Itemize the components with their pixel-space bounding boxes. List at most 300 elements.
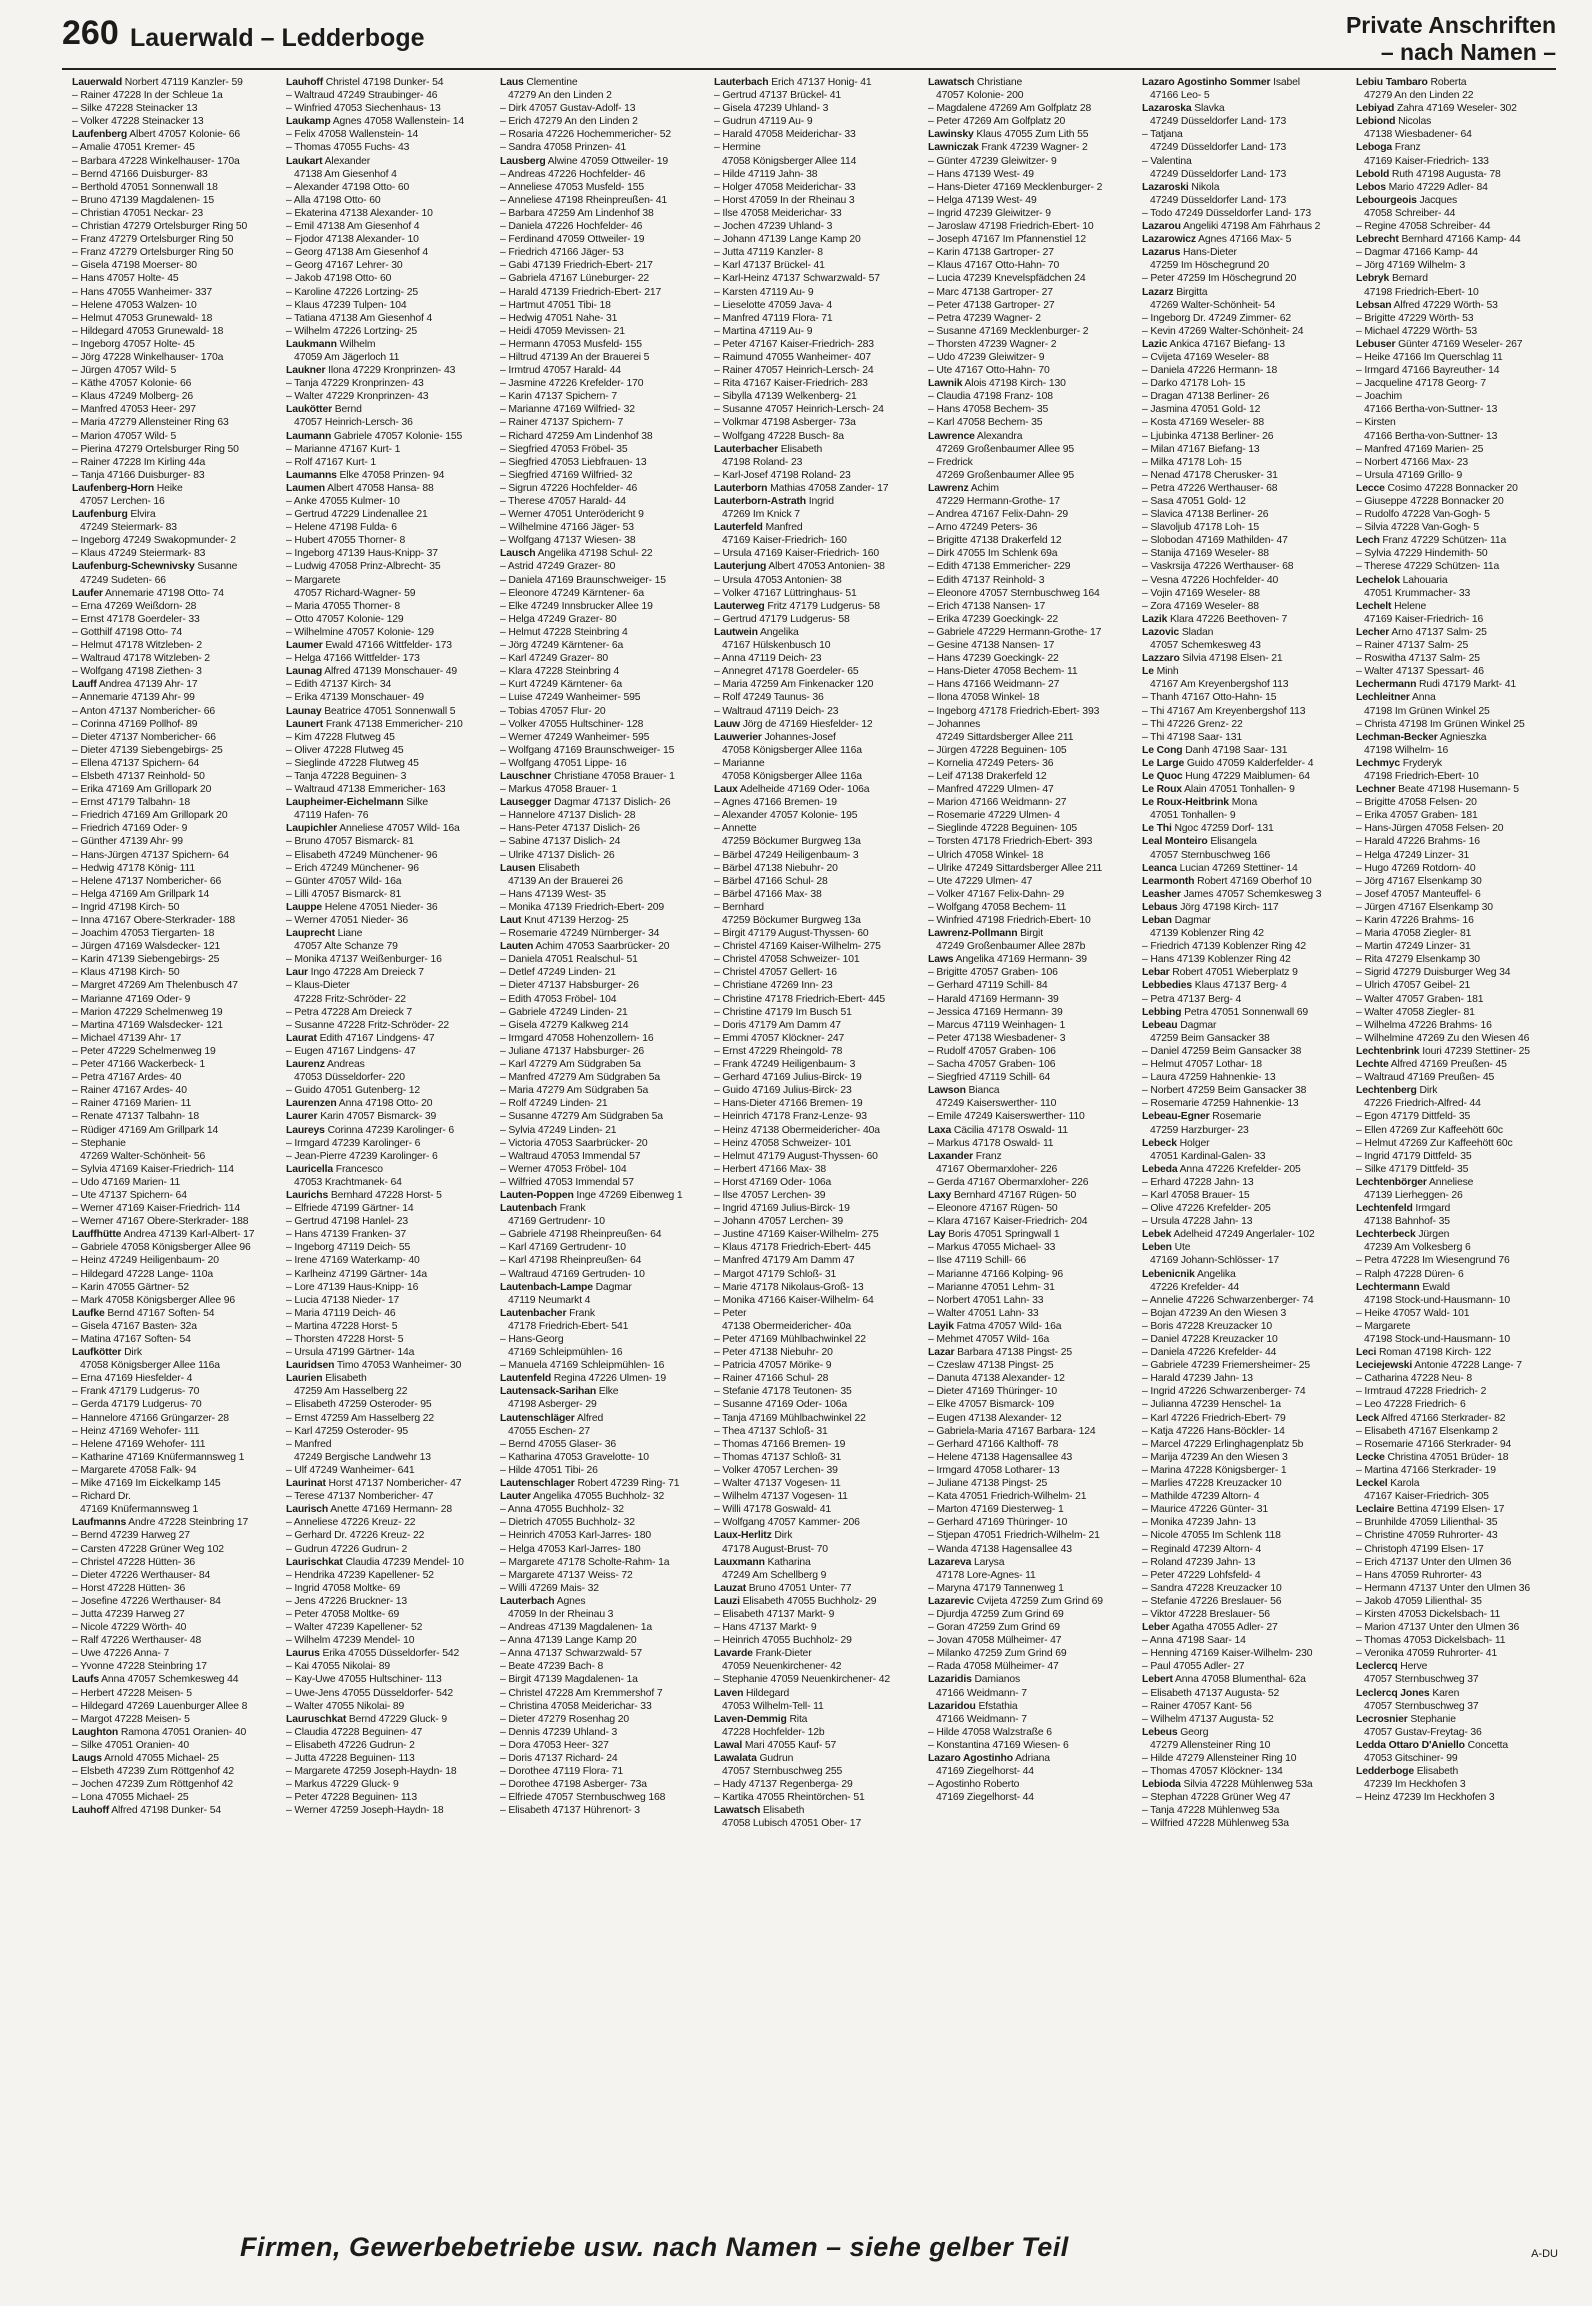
listing-entry [714, 796, 918, 809]
surname-entry [1356, 102, 1560, 115]
listing-entry [1356, 979, 1560, 992]
entry-details: – Marc 47138 Gartroper- 27 [928, 286, 1053, 298]
listing-entry [286, 1150, 490, 1163]
listing-entry [1142, 1569, 1346, 1582]
entry-details: – Thi 47198 Saar- 131 [1142, 731, 1243, 743]
listing-entry [72, 652, 276, 665]
listing-entry [928, 822, 1132, 835]
entry-details: – Monika 47239 Jahn- 13 [1142, 1517, 1256, 1529]
entry-details: Franz [975, 1150, 1002, 1162]
entry-details: Karen [1432, 1687, 1460, 1699]
listing-entry [72, 1543, 276, 1556]
listing-entry [286, 770, 490, 783]
listing-entry [714, 1398, 918, 1411]
entry-details: – Hans-Jürgen 47137 Spichern- 64 [72, 849, 229, 861]
entry-details: Christiane [976, 77, 1023, 88]
surname-entry [714, 1556, 918, 1569]
listing-entry [928, 1647, 1132, 1660]
listing-entry [1142, 1412, 1346, 1425]
entry-details: – Helene 47138 Hagensallee 43 [928, 1451, 1073, 1463]
surname-entry [286, 718, 490, 731]
entry-details: – Norbert 47259 Beim Gansacker 38 [1142, 1085, 1307, 1097]
listing-entry [714, 207, 918, 220]
entry-details: – Daniela 47226 Krefelder- 44 [1142, 1347, 1277, 1359]
listing-entry [714, 1490, 918, 1503]
surname: Lebenicnik [1142, 1268, 1195, 1280]
surname: Layik [928, 1320, 954, 1332]
entry-details: 47169 Kaiser-Friedrich- 133 [1364, 155, 1489, 167]
entry-details: – Brigitte 47057 Graben- 106 [928, 967, 1058, 979]
entry-details: – Maria 47279 Am Südgraben 5a [500, 1085, 649, 1097]
entry-details: 47057 Sternbuschweg 166 [1150, 849, 1271, 861]
entry-details: Rosemarie [1212, 1111, 1262, 1123]
entry-details: Mona [1231, 797, 1258, 809]
listing-entry [928, 849, 1132, 862]
listing-entry [928, 1097, 1132, 1110]
listing-entry [286, 534, 490, 547]
entry-details: – Karl 47198 Rheinpreußen- 64 [500, 1255, 642, 1267]
listing-entry [500, 312, 704, 325]
entry-details: – Susanne 47279 Am Südgraben 5a [500, 1111, 663, 1123]
surname: Lauerwald [72, 77, 123, 88]
entry-details: – Helmut 47057 Lothar- 18 [1142, 1059, 1262, 1071]
surname-entry [1142, 246, 1346, 259]
entry-details: – Jutta 47239 Harweg 27 [72, 1608, 185, 1620]
entry-details: – Karin 47055 Gärtner- 52 [72, 1281, 189, 1293]
listing-entry [286, 1346, 490, 1359]
surname-entry [286, 430, 490, 443]
entry-details: – Uwe 47226 Anna- 7 [72, 1648, 170, 1660]
entry-details: – Tanja 47166 Duisburger- 83 [72, 469, 205, 481]
entry-details: – Monika 47166 Kaiser-Wilhelm- 64 [714, 1294, 874, 1306]
entry-details: – Richard Dr. [72, 1491, 131, 1503]
listing-entry [1356, 888, 1560, 901]
entry-details: – Berthold 47051 Sonnenwall 18 [72, 181, 218, 193]
surname: Lawrenz [928, 482, 969, 494]
surname-entry [72, 1673, 276, 1686]
listing-entry [928, 1176, 1132, 1189]
surname-entry [72, 128, 276, 141]
entry-details: – Tatjana [1142, 129, 1183, 141]
entry-details: – Margarete 47137 Weiss- 72 [500, 1569, 633, 1581]
surname: Leclercq [1356, 1661, 1398, 1673]
listing-entry [500, 574, 704, 587]
entry-details: – Elke 47249 Innsbrucker Allee 19 [500, 600, 653, 612]
listing-entry [72, 246, 276, 259]
listing-entry [286, 678, 490, 691]
entry-details: – Volker 47057 Lerchen- 39 [714, 1464, 838, 1476]
entry-details: – Peter 47138 Wiesbadener- 3 [928, 1032, 1066, 1044]
entry-details: – Stephan 47228 Grüner Weg 47 [1142, 1792, 1291, 1804]
listing-entry [1142, 207, 1346, 220]
entry-details: 47167 Am Kreyenbergshof 113 [1150, 679, 1289, 691]
listing-entry [714, 1228, 918, 1241]
surname: Lauterfeld [714, 522, 763, 534]
entry-details: – Karsten 47119 Au- 9 [714, 286, 814, 298]
listing-entry [500, 1241, 704, 1254]
listing-entry [72, 1006, 276, 1019]
listing-entry [928, 1569, 1132, 1582]
listing-entry [500, 495, 704, 508]
listing-entry [500, 1713, 704, 1726]
surname-entry [1356, 1503, 1560, 1516]
listing-entry [286, 1673, 490, 1686]
surname-entry [1142, 914, 1346, 927]
entry-details: – Ursula 47199 Gärtner- 14a [286, 1347, 415, 1359]
surname: Lauhoff [286, 77, 324, 88]
listing-entry [928, 783, 1132, 796]
listing-entry [500, 966, 704, 979]
listing-entry [72, 1713, 276, 1726]
listing-entry [928, 862, 1132, 875]
surname-entry [1142, 888, 1346, 901]
listing-entry [72, 181, 276, 194]
listing-entry [1356, 1398, 1560, 1411]
entry-details: – Margot 47179 Schloß- 31 [714, 1268, 837, 1280]
entry-details: Karola [1390, 1478, 1420, 1490]
listing-entry [500, 1804, 704, 1817]
surname-entry [1142, 875, 1346, 888]
listing-entry [928, 901, 1132, 914]
entry-details: – Rita 47279 Elsenkamp 30 [1356, 954, 1480, 966]
listing-entry [500, 168, 704, 181]
listing-entry [500, 1647, 704, 1660]
listing-entry [72, 1451, 276, 1464]
surname: Laus [500, 77, 524, 88]
listing-entry [714, 351, 918, 364]
listing-entry [72, 233, 276, 246]
entry-details: – Anneliese 47053 Musfeld- 155 [500, 181, 644, 193]
surname: Laurenz [286, 1059, 325, 1071]
listing-entry [1142, 482, 1346, 495]
entry-details: 47269 Im Knick 7 [722, 509, 800, 521]
listing-entry [928, 1739, 1132, 1752]
surname-entry [500, 1202, 704, 1215]
entry-details: – Gabriele 47198 Rheinpreußen- 64 [500, 1229, 662, 1241]
entry-details: – Klaus 47167 Otto-Hahn- 70 [928, 260, 1060, 272]
listing-entry [72, 1359, 276, 1372]
listing-entry [714, 1425, 918, 1438]
entry-details: – Annette [714, 823, 757, 835]
listing-entry [500, 1687, 704, 1700]
entry-details: – Walter 47058 Ziegler- 81 [1356, 1006, 1475, 1018]
entry-details: – Juliane 47138 Pingst- 25 [928, 1478, 1048, 1490]
surname-entry [286, 901, 490, 914]
listing-entry [286, 888, 490, 901]
listing-entry [1356, 312, 1560, 325]
listing-entry [72, 1582, 276, 1595]
surname: Le Thi [1142, 823, 1172, 835]
listing-entry [500, 1294, 704, 1307]
entry-details: – Dieter 47137 Nombericher- 66 [72, 731, 216, 743]
listing-entry [72, 822, 276, 835]
entry-details: – Sigrun 47226 Hochfelder- 46 [500, 482, 638, 494]
entry-details: – Corinna 47169 Pollhof- 89 [72, 718, 198, 730]
entry-details: – Martina 47228 Horst- 5 [286, 1320, 398, 1332]
entry-details: 47053 Gitschiner- 99 [1364, 1753, 1458, 1764]
entry-details: 47279 Allensteiner Ring 10 [1150, 1739, 1271, 1751]
listing-columns [72, 76, 1560, 2224]
surname: Lausegger [500, 797, 552, 809]
listing-entry [1142, 849, 1346, 862]
listing-entry [1356, 1621, 1560, 1634]
surname-entry [1142, 1621, 1346, 1634]
listing-entry [714, 155, 918, 168]
surname-entry [500, 1307, 704, 1320]
listing-entry [928, 1398, 1132, 1411]
listing-entry [714, 953, 918, 966]
entry-details: – Werner 47167 Obere-Sterkrader- 188 [72, 1216, 249, 1228]
listing-entry [1356, 875, 1560, 888]
entry-details: – Gabriela-Maria 47167 Barbara- 124 [928, 1425, 1096, 1437]
entry-details: – Marianne 47166 Kolping- 96 [928, 1268, 1064, 1280]
listing-entry [928, 1608, 1132, 1621]
entry-details: – Ralf 47226 Werthauser- 48 [72, 1635, 202, 1647]
listing-entry [928, 220, 1132, 233]
entry-details: Ute [1174, 1242, 1191, 1254]
entry-details: – Hannelore 47166 Grüngarzer- 28 [72, 1412, 229, 1424]
listing-entry [928, 299, 1132, 312]
listing-entry [714, 1660, 918, 1673]
listing-entry [1356, 1582, 1560, 1595]
entry-details: Herve [1400, 1661, 1428, 1673]
listing-entry [928, 1045, 1132, 1058]
entry-details: Elisabeth [538, 862, 580, 874]
entry-details: 47053 Wilhelm-Tell- 11 [722, 1700, 824, 1712]
listing-entry [286, 1451, 490, 1464]
entry-details: – Waltraud 47053 Immendal 57 [500, 1150, 641, 1162]
entry-details: – Richard 47259 Am Lindenhof 38 [500, 430, 653, 442]
surname: Laukmann [286, 338, 337, 350]
surname: Lazarevic [928, 1595, 975, 1607]
surname: Lebiu Tambaro [1356, 77, 1428, 88]
listing-entry [1356, 403, 1560, 416]
entry-details: – Leif 47138 Drakerfeld 12 [928, 770, 1047, 782]
listing-entry [500, 1320, 704, 1333]
listing-entry [1142, 1045, 1346, 1058]
entry-details: 47138 Wiesbadener- 64 [1364, 129, 1472, 141]
entry-details: 47051 Kardinal-Galen- 33 [1150, 1150, 1266, 1162]
entry-details: Alfred 47139 Monschauer- 49 [324, 666, 458, 678]
entry-details: – Christine 47059 Ruhrorter- 43 [1356, 1530, 1498, 1542]
entry-details: – Annemarie 47139 Ahr- 99 [72, 692, 195, 704]
entry-details: 47058 Königsberger Allee 116a [80, 1360, 220, 1372]
listing-entry [72, 364, 276, 377]
listing-entry [714, 914, 918, 927]
entry-details: – Heinz 47239 Im Heckhofen 3 [1356, 1792, 1495, 1804]
listing-entry [72, 1019, 276, 1032]
listing-entry [500, 482, 704, 495]
entry-details: – Gudrun 47226 Gudrun- 2 [286, 1543, 408, 1555]
listing-entry [1142, 1084, 1346, 1097]
listing-entry [928, 665, 1132, 678]
listing-entry [1356, 207, 1560, 220]
entry-details: Knut 47139 Herzog- 25 [524, 915, 629, 926]
entry-details: – Karoline 47226 Lortzing- 25 [286, 286, 418, 298]
surname: Lauterborn-Astrath [714, 496, 806, 507]
listing-entry [72, 1294, 276, 1307]
surname: Lebeau [1142, 1019, 1178, 1031]
surname-entry [1356, 626, 1560, 639]
listing-entry [500, 115, 704, 128]
entry-details: Beate 47198 Husemann- 5 [1398, 784, 1519, 796]
entry-details: – Therese 47229 Schützen- 11a [1356, 561, 1500, 573]
listing-entry [500, 299, 704, 312]
entry-details: 47167 Hülskenbusch 10 [722, 640, 831, 652]
listing-entry [928, 835, 1132, 848]
listing-entry [928, 757, 1132, 770]
surname-entry [714, 1713, 918, 1726]
listing-entry [286, 1490, 490, 1503]
listing-entry [500, 521, 704, 534]
listing-entry [286, 141, 490, 154]
listing-entry [286, 940, 490, 953]
entry-details: – Bernd 47055 Glaser- 36 [500, 1438, 616, 1450]
surname: Laurinat [286, 1478, 326, 1490]
listing-entry [286, 613, 490, 626]
entry-details: Jörg 47198 Kirch- 117 [1180, 901, 1279, 913]
listing-entry [1142, 1752, 1346, 1765]
listing-entry [72, 1791, 276, 1804]
listing-entry [500, 1215, 704, 1228]
listing-entry [1356, 1006, 1560, 1019]
entry-details: 47119 Neumarkt 4 [508, 1294, 591, 1306]
surname: Laukner [286, 365, 326, 377]
listing-entry [1356, 1529, 1560, 1542]
entry-details: – Marcus 47119 Weinhagen- 1 [928, 1019, 1066, 1031]
surname-entry [72, 678, 276, 691]
entry-details: – Gertrud 47137 Brückel- 41 [714, 90, 842, 102]
entry-details: – Klaus 47198 Kirch- 50 [72, 967, 180, 979]
entry-details: – Roswitha 47137 Salm- 25 [1356, 653, 1480, 665]
entry-details: Francesco [335, 1163, 383, 1175]
listing-entry [1356, 587, 1560, 600]
surname: Lautenbach-Lampe [500, 1281, 593, 1293]
entry-details: – Ingeborg 47139 Haus-Knipp- 37 [286, 548, 438, 560]
listing-entry [928, 194, 1132, 207]
entry-details: – Lona 47055 Michael- 25 [72, 1792, 189, 1804]
entry-details: Christiane 47058 Brauer- 1 [553, 770, 675, 782]
listing-entry [72, 1503, 276, 1516]
surname-entry [1142, 1006, 1346, 1019]
surname-entry [714, 1687, 918, 1700]
listing-entry [1142, 495, 1346, 508]
surname-entry [1356, 691, 1560, 704]
entry-details: – Dragan 47138 Berliner- 26 [1142, 391, 1270, 403]
listing-entry [500, 1752, 704, 1765]
surname-entry [1356, 338, 1560, 351]
surname: Lautenbacher [500, 1307, 567, 1319]
listing-entry [714, 1438, 918, 1451]
entry-details: Agatha 47055 Adler- 27 [1171, 1622, 1278, 1634]
listing-entry [286, 979, 490, 992]
entry-details: – Raimund 47055 Wanheimer- 407 [714, 351, 871, 363]
entry-details: 47229 Hermann-Grothe- 17 [936, 496, 1061, 507]
entry-details: – Birgit 47139 Magdalenen- 1a [500, 1674, 638, 1686]
entry-details: Iouri 47239 Stettiner- 25 [1422, 1045, 1530, 1057]
entry-details: 47249 Sudeten- 66 [80, 574, 166, 586]
listing-entry [500, 1621, 704, 1634]
listing-entry [72, 351, 276, 364]
surname: Leck [1356, 1412, 1380, 1424]
listing-entry [714, 678, 918, 691]
listing-entry [286, 508, 490, 521]
entry-details: – Zora 47169 Weseler- 88 [1142, 600, 1259, 612]
listing-entry [714, 390, 918, 403]
listing-entry [500, 849, 704, 862]
entry-details: – Dieter 47169 Thüringer- 10 [928, 1386, 1058, 1398]
entry-details: Anna 47058 Blumenthal- 62a [1175, 1674, 1306, 1686]
listing-entry [714, 1137, 918, 1150]
surname-entry [500, 862, 704, 875]
entry-details: – Jakob 47059 Lilienthal- 35 [1356, 1595, 1482, 1607]
listing-entry [1142, 1189, 1346, 1202]
listing-entry [286, 1582, 490, 1595]
surname: Lawatsch [714, 1805, 761, 1817]
listing-entry [928, 1765, 1132, 1778]
listing-entry [1356, 1516, 1560, 1529]
surname: Lauterweg [714, 600, 765, 612]
surname: Laugs [72, 1753, 102, 1764]
entry-details: – Mark 47058 Königsberger Allee 96 [72, 1294, 235, 1306]
surname-entry [928, 1700, 1132, 1713]
surname: Lazarz [1142, 286, 1174, 298]
entry-details: – Eleonore 47249 Kärntener- 6a [500, 587, 644, 599]
entry-details: – Werner 47249 Wanheimer- 595 [500, 731, 650, 743]
listing-entry [714, 1019, 918, 1032]
entry-details: – Irmgard 47166 Bayreuther- 14 [1356, 365, 1500, 377]
entry-details: – Manfred 47279 Am Südgraben 5a [500, 1072, 660, 1084]
entry-details: Angelika 47198 Schul- 22 [537, 548, 653, 560]
surname: Lauff [72, 679, 97, 691]
surname-entry [928, 1150, 1132, 1163]
surname-entry [1356, 1765, 1560, 1778]
entry-details: 47249 Düsseldorfer Land- 173 [1150, 168, 1287, 180]
entry-details: – Stefanie 47178 Teutonen- 35 [714, 1386, 852, 1398]
entry-details: – Henning 47169 Kaiser-Wilhelm- 230 [1142, 1648, 1313, 1660]
surname-entry [714, 1739, 918, 1752]
surname: Leci [1356, 1347, 1377, 1359]
listing-entry [928, 1006, 1132, 1019]
entry-details: – Martina 47169 Walsdecker- 121 [72, 1019, 223, 1031]
entry-details: – Ekaterina 47138 Alexander- 10 [286, 207, 433, 219]
entry-details: 47198 Asberger- 29 [508, 1399, 597, 1411]
entry-details: Erika 47055 Düsseldorfer- 542 [322, 1648, 460, 1660]
listing-entry [500, 469, 704, 482]
listing-entry [928, 181, 1132, 194]
entry-details: – Hans-Dieter 47169 Mecklenburger- 2 [928, 181, 1103, 193]
entry-details: – Gudrun 47119 Au- 9 [714, 116, 813, 128]
surname-entry [1356, 76, 1560, 89]
entry-details: – Elisabeth 47167 Elsenkamp 2 [1356, 1425, 1498, 1437]
entry-details: – Heidi 47059 Mevissen- 21 [500, 325, 625, 337]
entry-details: 47057 Lerchen- 16 [80, 496, 165, 507]
surname: Lazaro Agostinho Sommer [1142, 77, 1271, 88]
entry-details: – Hermine [714, 142, 761, 154]
listing-entry [286, 1739, 490, 1752]
entry-details: Bettina 47199 Elsen- 17 [1396, 1504, 1505, 1516]
listing-entry [714, 1673, 918, 1686]
listing-entry [714, 1385, 918, 1398]
listing-entry [72, 940, 276, 953]
listing-entry [714, 1281, 918, 1294]
listing-entry [714, 1608, 918, 1621]
entry-details: – Ingrid 47198 Kirch- 50 [72, 901, 180, 913]
surname-entry [500, 547, 704, 560]
entry-details: 47249 Sittardsberger Allee 211 [936, 731, 1074, 743]
entry-details: – Ingeborg 47119 Deich- 55 [286, 1242, 411, 1254]
surname: Lauruschkat [286, 1713, 347, 1725]
